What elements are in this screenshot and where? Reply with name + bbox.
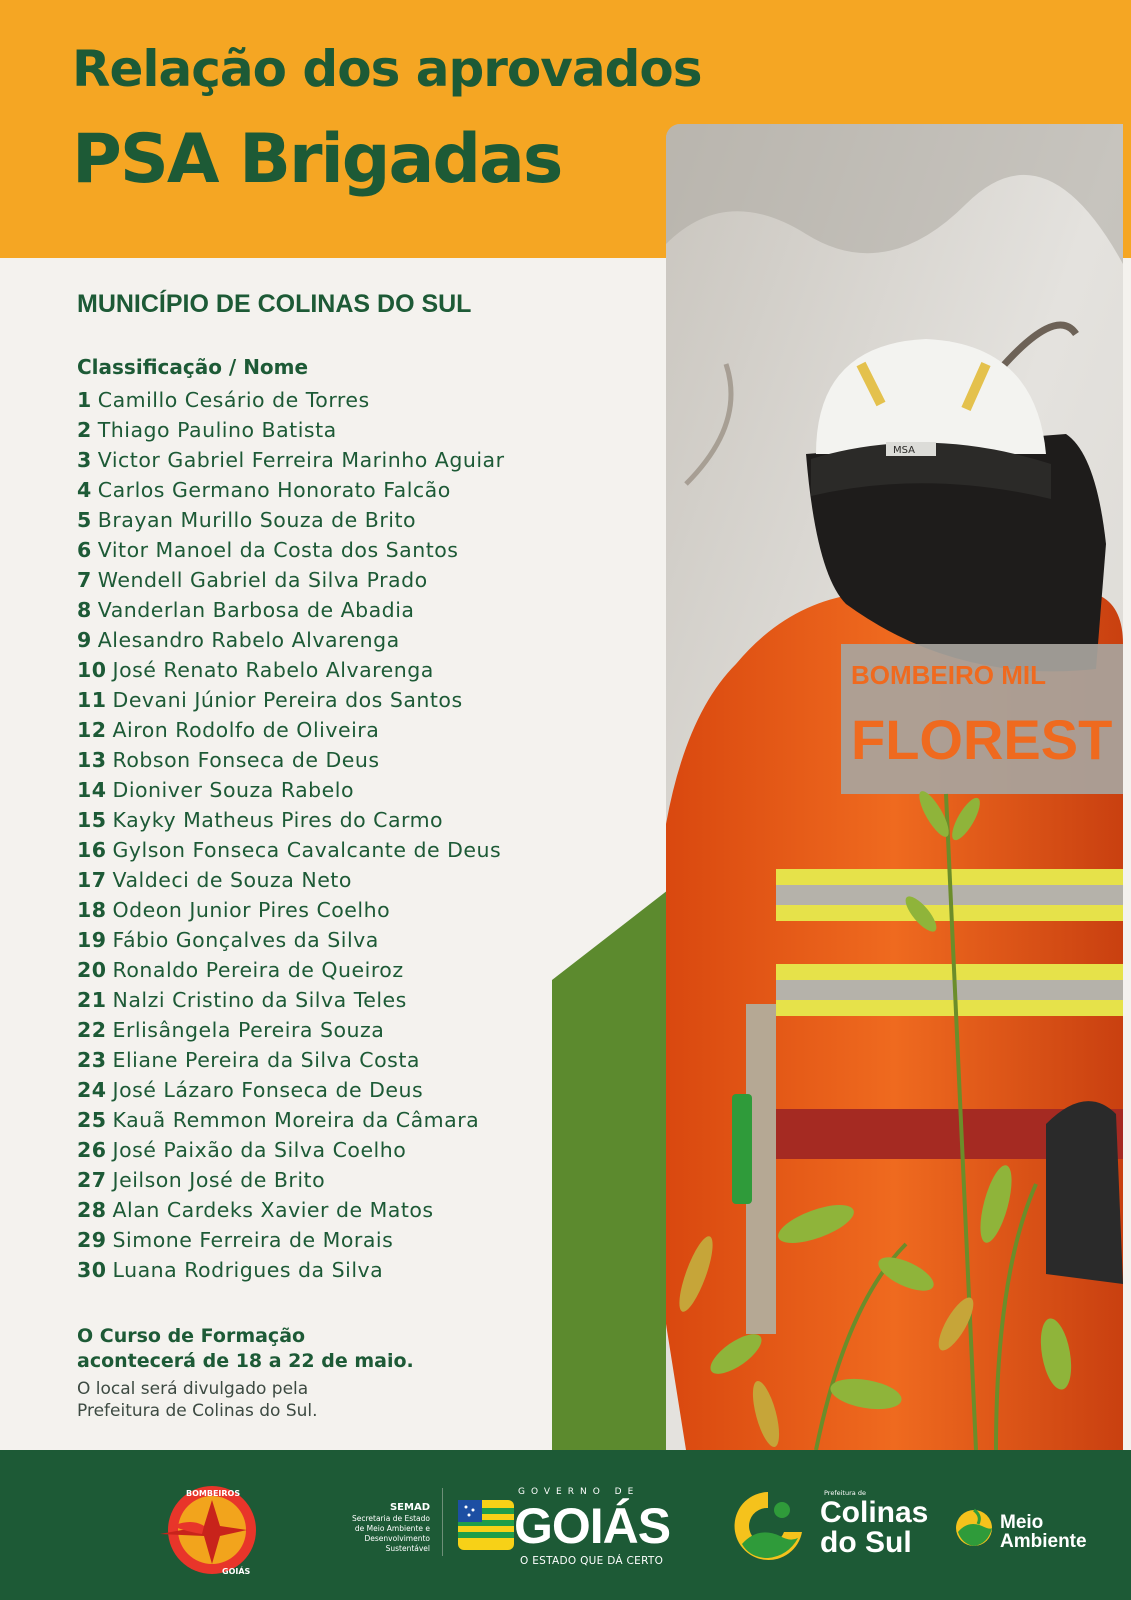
rank-number: 30 [77,1258,107,1282]
candidate-name: Dioniver Souza Rabelo [112,778,355,802]
approved-list-item [77,1075,505,1105]
colinas-line2: do Sul [820,1526,912,1559]
rank-number: 4 [77,478,92,502]
approved-list-item [77,1105,505,1135]
rank-number: 10 [77,658,107,682]
rank-number: 13 [77,748,107,772]
candidate-name: Alesandro Rabelo Alvarenga [97,628,400,652]
semad-desc-4: Sustentável [385,1544,430,1553]
approved-list-item [77,1135,505,1165]
approved-list-item [77,1165,505,1195]
rank-number: 1 [77,388,92,412]
rank-number: 18 [77,898,107,922]
rank-number: 5 [77,508,92,532]
colinas-line1: Colinas [820,1496,929,1529]
candidate-name: Jeilson José de Brito [112,1168,326,1192]
approved-list-item [77,955,505,985]
approved-list-item [77,625,505,655]
approved-list-item [77,985,505,1015]
green-diagonal-accent [552,890,668,1450]
candidate-name: José Renato Rabelo Alvarenga [112,658,434,682]
rank-number: 8 [77,598,92,622]
approved-list-item [77,895,505,925]
course-note [77,1324,547,1374]
candidate-name: Airon Rodolfo de Oliveira [112,718,380,742]
candidate-name: Erlisângela Pereira Souza [112,1018,385,1042]
approved-list-item [77,835,505,865]
rank-number: 9 [77,628,92,652]
approved-list-item [77,595,505,625]
goias-wordmark: GOIÁS [514,1498,671,1554]
candidate-name: Simone Ferreira de Morais [112,1228,394,1252]
candidate-name: Luana Rodrigues da Silva [112,1258,384,1282]
semad-desc-1: Secretaria de Estado [351,1514,430,1523]
footer-divider [442,1488,443,1556]
candidate-name: Kayky Matheus Pires do Carmo [112,808,444,832]
location-note-line2: Prefeitura de Colinas do Sul. [77,1401,318,1421]
helmet-brand-label: MSA [893,445,916,456]
candidate-name: Wendell Gabriel da Silva Prado [97,568,428,592]
candidate-name: Ronaldo Pereira de Queiroz [112,958,404,982]
rank-number: 17 [77,868,107,892]
location-note [77,1378,547,1422]
rank-number: 15 [77,808,107,832]
semad-desc-3: Desenvolvimento [364,1534,430,1543]
approved-list-item [77,385,505,415]
jacket-text-2: FLOREST [851,708,1113,771]
approved-list-item [77,715,505,745]
bombeiros-text-top: BOMBEIROS [186,1489,241,1498]
meio-ambiente-logo-icon [952,1506,996,1550]
jacket-text-1: BOMBEIRO MIL [851,660,1046,690]
candidate-name: Thiago Paulino Batista [97,418,337,442]
rank-number: 29 [77,1228,107,1252]
candidate-name: Alan Cardeks Xavier de Matos [112,1198,434,1222]
candidate-name: Brayan Murillo Souza de Brito [97,508,417,532]
candidate-name: Victor Gabriel Ferreira Marinho Aguiar [97,448,505,472]
candidate-name: Vitor Manoel da Costa dos Santos [97,538,459,562]
candidate-name: Robson Fonseca de Deus [112,748,380,772]
approved-list-item [77,1195,505,1225]
approved-list-item [77,535,505,565]
rank-number: 23 [77,1048,107,1072]
bombeiros-text-bottom: GOIÁS [222,1567,251,1576]
candidate-name: Eliane Pereira da Silva Costa [112,1048,420,1072]
municipality-heading: MUNICÍPIO DE COLINAS DO SUL [77,290,472,318]
rank-number: 21 [77,988,107,1012]
candidate-name: Camillo Cesário de Torres [97,388,370,412]
colinas-do-sul-logo-icon [728,1486,808,1566]
list-header: Classificação / Nome [77,355,309,379]
rank-number: 28 [77,1198,107,1222]
candidate-name: Odeon Junior Pires Coelho [112,898,391,922]
goias-flag-icon [458,1500,514,1550]
semad-description [300,1514,430,1554]
approved-list-item [77,445,505,475]
rank-number: 12 [77,718,107,742]
candidate-name: José Paixão da Silva Coelho [112,1138,407,1162]
rank-number: 22 [77,1018,107,1042]
candidate-name: José Lázaro Fonseca de Deus [112,1078,424,1102]
page-title-line2: PSA Brigadas [72,120,562,199]
rank-number: 26 [77,1138,107,1162]
candidate-name: Fábio Gonçalves da Silva [112,928,379,952]
approved-list-item [77,655,505,685]
goias-tagline: O ESTADO QUE DÁ CERTO [520,1555,664,1567]
candidate-name: Kauã Remmon Moreira da Câmara [112,1108,480,1132]
location-note-line1: O local será divulgado pela [77,1379,309,1399]
rank-number: 2 [77,418,92,442]
approved-list-item [77,1045,505,1075]
candidate-name: Vanderlan Barbosa de Abadia [97,598,415,622]
approved-list-item [77,1225,505,1255]
candidate-name: Nalzi Cristino da Silva Teles [112,988,407,1012]
page-title-line1: Relação dos aprovados [72,40,702,98]
approved-list-item [77,685,505,715]
approved-list-item [77,1255,505,1285]
rank-number: 3 [77,448,92,472]
rank-number: 7 [77,568,92,592]
approved-list-item [77,415,505,445]
rank-number: 25 [77,1108,107,1132]
meio-line1: Meio [1000,1512,1044,1533]
bombeiros-goias-logo [152,1478,272,1582]
goias-government-label: GOVERNO DE [518,1487,640,1497]
approved-list [77,385,505,1285]
approved-list-item [77,865,505,895]
candidate-name: Carlos Germano Honorato Falcão [97,478,451,502]
candidate-name: Gylson Fonseca Cavalcante de Deus [112,838,502,862]
course-note-line1: O Curso de Formação [77,1325,306,1347]
approved-list-item [77,1015,505,1045]
approved-list-item [77,925,505,955]
rank-number: 16 [77,838,107,862]
approved-list-item [77,565,505,595]
approved-list-item [77,775,505,805]
candidate-name: Valdeci de Souza Neto [112,868,352,892]
rank-number: 14 [77,778,107,802]
rank-number: 27 [77,1168,107,1192]
candidate-name: Devani Júnior Pereira dos Santos [112,688,463,712]
semad-title: SEMAD [389,1502,430,1513]
meio-line2: Ambiente [1000,1531,1087,1552]
rank-number: 24 [77,1078,107,1102]
course-note-line2: acontecerá de 18 a 22 de maio. [77,1350,414,1372]
colinas-do-sul-wordmark [820,1498,950,1558]
approved-list-item [77,805,505,835]
approved-list-item [77,505,505,535]
rank-number: 11 [77,688,107,712]
approved-list-item [77,475,505,505]
semad-desc-2: de Meio Ambiente e [354,1524,430,1533]
prefeitura-label: Prefeitura de [824,1489,866,1497]
firefighter-photo [666,124,1123,1450]
rank-number: 19 [77,928,107,952]
approved-list-item [77,745,505,775]
rank-number: 20 [77,958,107,982]
rank-number: 6 [77,538,92,562]
meio-ambiente-wordmark [1000,1513,1120,1551]
